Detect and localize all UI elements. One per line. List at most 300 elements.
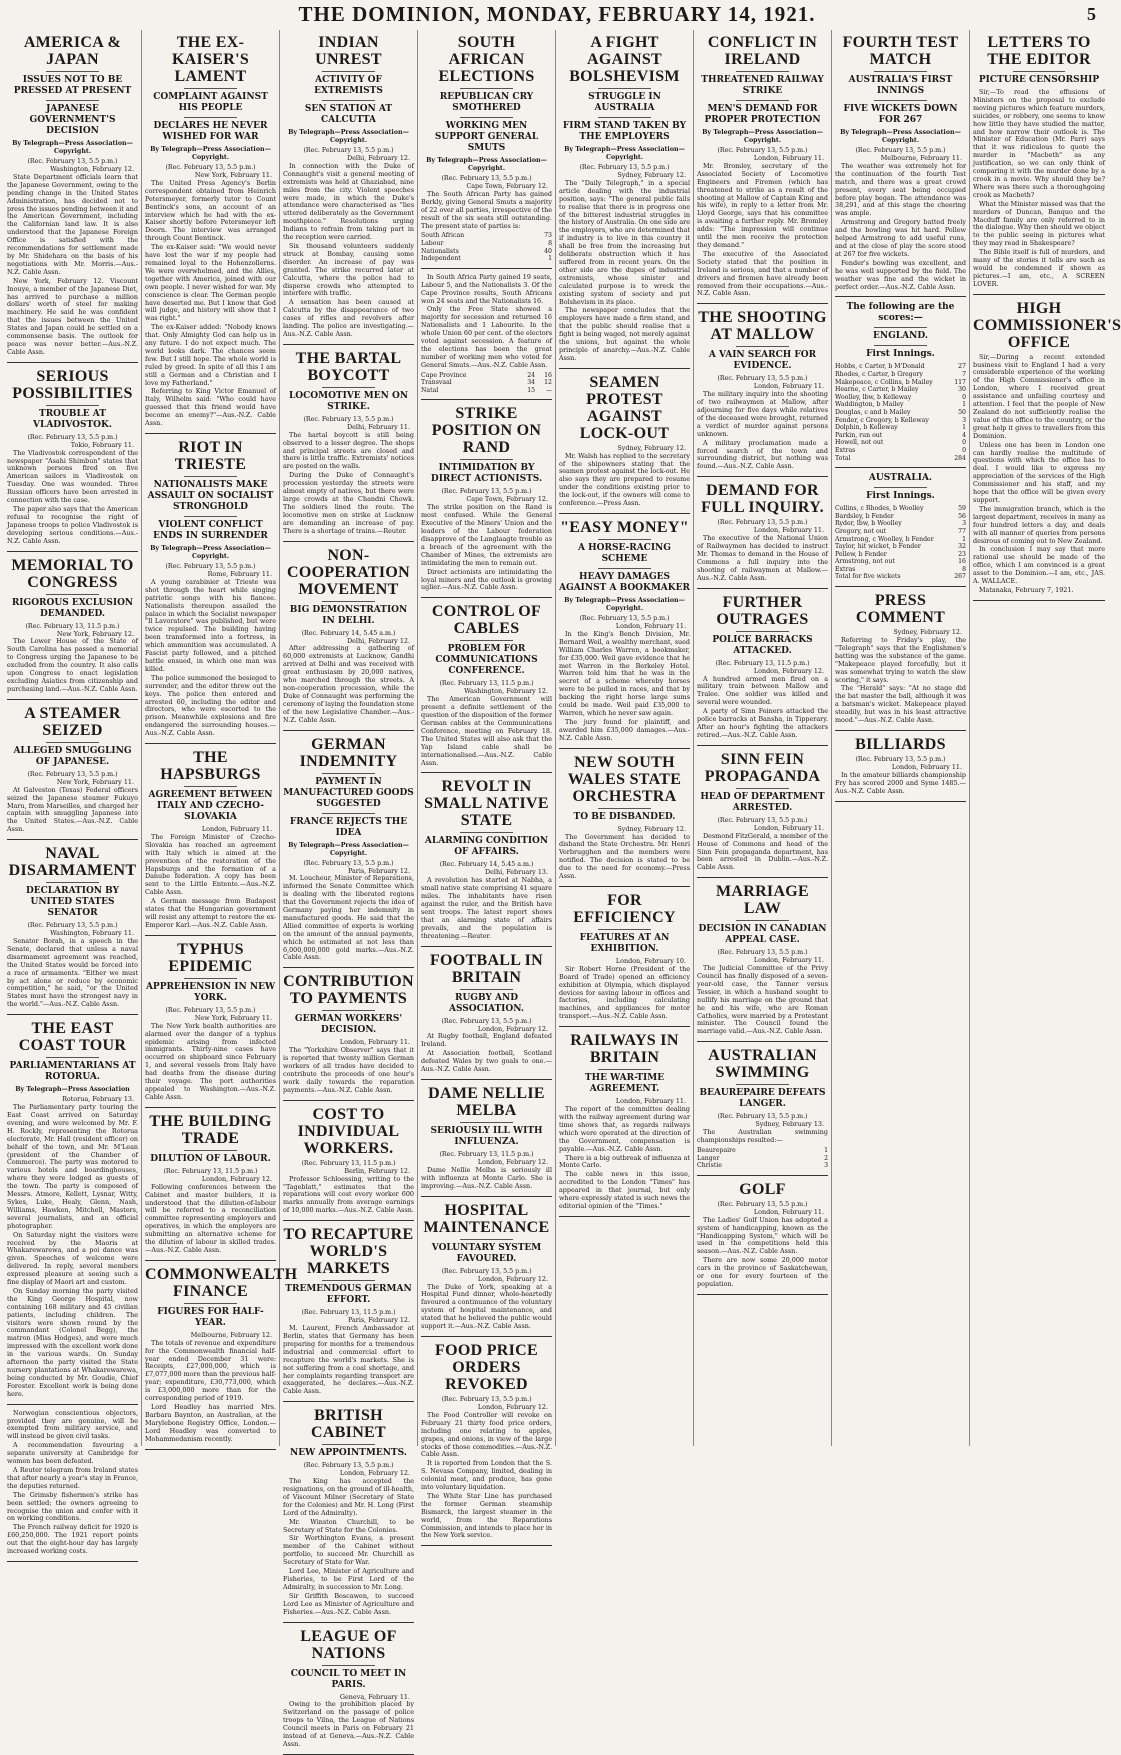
headline: REVOLT IN SMALL NATIVE STATE — [424, 778, 549, 830]
paragraph: Following conferences between the Cabinet and master builders, it is understood that the dilution-of-labour will be referred to a reconciliation committee representing employers and operatives, in which the employers are submitting an alternative scheme for the dilution of labour in skilled trades.—Aus.-N.Z. Cable Assn. — [145, 1182, 276, 1254]
article — [283, 547, 414, 731]
article — [559, 892, 690, 1027]
headline: RIOT IN TRIESTE — [174, 439, 247, 473]
paragraph: The United Press Agency's Berlin correspondent obtained from Heinrich Petersmeyer, formerly tutor to Count Bentinck's sons, an account of an interview which he had with the ex-Kaiser shortly before Petersmeyer left Doorn. The interview was arranged through Count Bentinck. — [145, 178, 276, 243]
dateline: Delhi, February 12. — [347, 154, 410, 162]
received-time: (Rec. February 13, 5.5 p.m.) — [27, 770, 118, 778]
article-separator — [145, 433, 276, 434]
headline: FOOTBALL IN BRITAIN — [429, 951, 544, 986]
article — [145, 1265, 298, 1450]
article — [421, 34, 552, 269]
divider — [874, 327, 926, 328]
table-cell: 3 — [962, 520, 966, 528]
score-table — [835, 363, 966, 462]
paragraph: New York, February 12. Viscount Inouye, a member of the Japanese Diet, has arrived to purchase a million dollars' worth of steel for making machinery. He said he was confident that the issues between the United States and Japan could be settled on a commonsense basis. The outlook for peace was never better.—Aus.-N.Z. Cable Assn. — [7, 276, 138, 356]
divider — [598, 117, 650, 118]
paragraph: Six thousand volunteers suddenly struck at Bombay, causing some disorder. An increase of pay was granted. The strike recurred later at Calcutta, where the police had to disperse crowds who attempted to interfere with traffic. — [283, 241, 414, 298]
article — [559, 519, 690, 749]
article-separator — [421, 772, 552, 773]
dateline: London, February 11. — [753, 1207, 824, 1216]
article-separator — [145, 1449, 276, 1450]
subheadline: First Innings. — [866, 349, 935, 360]
headline: DEMAND FOR FULL INQUIRY. — [701, 482, 824, 517]
article — [697, 751, 828, 878]
subheadline: FRANCE REJECTS THE IDEA — [289, 816, 408, 838]
dateline: London, February 11. — [201, 825, 272, 834]
dateline: Delhi, February 13. — [485, 868, 548, 877]
table-cell: Total for five wickets — [835, 573, 901, 581]
divider — [46, 594, 98, 595]
paragraph: Sir Griffith Boscawen, to succeed Lord Lee as Minister of Agriculture and Fisheries.—Aus.-N.Z. Cable Assn. — [283, 1591, 414, 1616]
paragraph: In the King's Bench Division, Mr. Bernard Weil, a wealthy merchant, sued William Charles Warren, a bookmaker, for £35,000. Weil gave evidence that he met Warren in the Berkeley Hotel. Warren told him that he was in the secret of a scheme whereby horses were to be pulled in races, and that by backing the right horse large sums could be made. Weil paid £35,000 to Warren, which he never saw again. — [559, 629, 690, 717]
article — [145, 439, 276, 744]
divider — [46, 742, 98, 743]
article-separator — [559, 1216, 690, 1217]
received-time: (Rec. February 13, 5.5 p.m.) — [441, 175, 532, 182]
paragraph: Desmond FitzGerald, a member of the House of Commons and head of the Sinn Fein propaganda department, has been arrested in Dublin.—Aus.-N.Z. Cable Assn. — [697, 831, 828, 872]
table-cell: Collins, c Rhodes, b Woolley — [835, 505, 924, 513]
headline: FOOD PRICE ORDERS REVOKED — [435, 1341, 538, 1393]
divider — [184, 117, 236, 118]
dateline: London, February 12. — [477, 1024, 548, 1033]
paragraph: Sir Robert Horne (President of the Board of Trade) opened an efficiency exhibition at Olympia, which displayed devices for saving labour in offices and factories, including calculating machines, and appliances for motor transport.—Aus.-N.Z. Cable Assn. — [559, 964, 690, 1021]
paragraph: Sir Worthington Evans, a present member of the Cabinet without portfolio, to succeed Mr. Churchill as Secretary of State for War. — [283, 1534, 414, 1567]
article-separator — [973, 294, 1105, 295]
table-cell: Bardsley, b Fender — [835, 512, 894, 520]
paragraph: Sir,—To read the effusions of Ministers on the proposal to exclude moving pictures which feature murders, suicides, or robbery, one seems to know how little they have studied the matter, and how narrow their outlook is. The Minister of Education (Mr. Parr) says that it was ridiculous to quote the murder in "Macbeth" as any justification, so we can only think of comparing it with the murder done by a crook in a movie. Why should they be? Where was there such a thoroughgoing crook as Macbeth? — [973, 88, 1105, 199]
dateline: New York, February 12. — [56, 629, 134, 638]
table-row — [421, 255, 552, 263]
paragraph: In the amateur billiards championship Fry has scored 2000 and Syme 1485.—Aus.-N.Z. Cable Assn. — [835, 770, 966, 795]
table-row — [697, 1162, 828, 1170]
table-cell: Fender, c Gregory, b Kelleway — [835, 416, 929, 424]
paragraph: The paper also says that the American refusal to recognise the right of Japanese troops to police Vladivostok is developing serious conditions.—Aus.-N.Z. Cable Assn. — [7, 505, 138, 545]
table-cell: Beaurepaire — [697, 1147, 736, 1154]
table-row — [835, 401, 966, 409]
article-separator — [697, 1175, 828, 1176]
dateline: London, February 12. — [339, 1469, 410, 1478]
score-table — [835, 505, 966, 581]
paragraph: The police summoned the besieged to surrender, and the editor threw out the keys. The police then entered and arrested 60, including the editor and directors, who were escorted to the prison. Meanwhile explosions and fire endangered the surrounding houses.—Aus.-N.Z. Cable Assn. — [145, 673, 276, 738]
divider — [322, 100, 374, 101]
headline: SINN FEIN PROPAGANDA — [704, 750, 821, 785]
paragraph: The ex-Kaiser said: "We would never have lost the war if my people had remained loyal to the Hohenzollerns. We were overwhelmed, and the Allies, together with America, joined with our own people. I never wished for war. My conscience is clear. The German people have deserted me. But I know that God will judge, and history will show that I was right." — [145, 243, 276, 323]
dateline: Paris, February 12. — [347, 1316, 410, 1325]
dateline: London, February 11. — [339, 1038, 410, 1047]
received-time: (Rec. February 13, 5.5 p.m.) — [441, 1395, 532, 1403]
table-cell: 1 — [962, 401, 966, 409]
paragraph: The military inquiry into the shooting of two railwaymen at Mallow, after adjourning for five days while relatives of the deceased were brought, returned a verdict of murder against persons unknown. — [697, 390, 828, 438]
paragraph: The "Daily Telegraph," in a special article dealing with the industrial position, says: "The general public fails to realise that there is in progress one of the bitterest industrial struggles in the history of Australia. On one side are the employers, who are determined that if industry is to live in this country it shall be free from the increasing but deliberate obstruction which it has suffered from in recent years. On the other side are the dupes of industrial extremists, whose sinister and calculated purpose is to wreck the existing system of society and put Bolshevism in its place. — [559, 178, 690, 306]
headline: BILLIARDS — [855, 735, 946, 753]
paragraph: The Grimsby fishermen's strike has been settled; the owners agreeing to recognise the union and confer with it on working conditions. — [7, 1490, 138, 1523]
byline: By Telegraph—Press Association — [15, 1086, 130, 1094]
paragraph: Direct actionists are intimidating the loyal miners and the outlook is growing uglier.—Aus.-N.Z. Cable Assn. — [421, 567, 552, 592]
dateline: New York, February 11. — [194, 1013, 272, 1022]
headline: CONFLICT IN IRELAND — [707, 34, 818, 68]
paragraph: A revolution has started at Nabha, a small native state comprising 41 square miles. The inhabitants have risen against the ruler, and the British have sent troops. The latest report shows that an alarming state of affairs prevails, and the population is threatening.—Reuter. — [421, 876, 552, 940]
byline: By Telegraph—Press Association—Copyright. — [12, 140, 133, 155]
headline: A FIGHT AGAINST BOLSHEVISM — [569, 34, 680, 85]
received-time: (Rec. February 13, 5.5 p.m.) — [441, 488, 532, 496]
table-row — [835, 513, 966, 521]
table-cell: 12 — [544, 379, 552, 387]
divider — [460, 1122, 512, 1123]
article-separator — [835, 296, 966, 297]
paragraph: After addressing a gathering of 60,000 extremists at Lucknow, Gandhi arrived at Delhi and was received with great enthusiasm by 20,000 natives, who marched through the streets. A non-cooperation procession, while the Duke of Connaught was performing the ceremony of laying the foundation stone of the new Legislative Chamber.—Aus.-N.Z. Cable Assn. — [283, 644, 414, 724]
dateline: Sydney, February 12. — [617, 171, 686, 179]
table-cell: — — [545, 386, 552, 394]
paragraph: A sensation has been caused at Calcutta by the disappearance of two cases of rifles and revolvers after landing. The police are investigating.—Aus.-N.Z. Cable Assn. — [283, 298, 414, 338]
dateline: Melbourne, February 11. — [880, 154, 962, 162]
article-separator — [421, 1545, 552, 1546]
paragraph: The "Yorkshire Observer" says that it is reported that twenty million German workers of all trades have decided to contribute the proceeds of one hour's work daily towards the reparation payments.—Aus.-N.Z. Cable Assn. — [283, 1046, 414, 1094]
dateline: London, February 12. — [477, 1402, 548, 1411]
table-cell: Labour — [421, 240, 444, 248]
table-cell: Howell, not out — [835, 439, 884, 447]
subheadline: A HORSE-RACING SCHEME — [578, 543, 671, 564]
table-cell: 23 — [958, 550, 966, 558]
paragraph: At Rugby football, England defeated Ireland. — [421, 1032, 552, 1049]
paragraph: The Duke of York, speaking at a Hospital Fund dinner, whole-heartedly favoured a continuance of the voluntary system of hospital maintenance, and stated that he believed the public would support it.—Aus.-N.Z. Cable Assn. — [421, 1282, 552, 1331]
subheadline: HEAVY DAMAGES AGAINST A BOOKMAKER — [559, 572, 690, 593]
article — [697, 594, 828, 746]
article — [145, 1113, 276, 1261]
dateline: London, February 11. — [891, 762, 962, 771]
table-cell: Dolphin, b Kelleway — [835, 424, 898, 432]
paragraph: The French railway deficit for 1920 is £60,250,000. The 1921 report points out that the eight-hour day has largely increased working costs. — [7, 1523, 138, 1556]
dateline: Sydney, February 12. — [893, 628, 962, 637]
received-time: (Rec. February 13, 5.5 p.m.) — [165, 164, 256, 171]
byline: By Telegraph—Press Association—Copyright. — [702, 129, 823, 144]
paragraph: The cable news in this issue, accredited to the London "Times" has appeared in that journal, but only where expressly stated is such news the editorial opinion of the "Times." — [559, 1170, 690, 1210]
divider — [874, 71, 926, 72]
subheadline: ENGLAND. — [873, 331, 928, 342]
article — [283, 1106, 414, 1221]
headline: THE BUILDING TRADE — [149, 1112, 272, 1147]
received-time: (Rec. February 13, 5.5 p.m.) — [855, 755, 946, 763]
subheadline: LOCOMOTIVE MEN ON STRIKE. — [288, 390, 409, 412]
article — [7, 557, 138, 700]
divider — [46, 405, 98, 406]
subheadline: DECISION IN CANADIAN APPEAL CASE. — [698, 924, 827, 946]
paragraph: The executive of the National Union of Railwaymen has decided to instruct Mr. Thomas to demand in the House of Commons a full inquiry into the shooting of railwaymen at Mallow.—Aus.-N.Z. Cable Assn. — [697, 534, 828, 582]
table-row — [835, 505, 966, 513]
byline: By Telegraph—Press Association—Copyright. — [426, 157, 547, 172]
paragraph: A young carabinier at Trieste was shot through the heart while singing patriotic songs with his fiancee. Nationalists thereupon assailed the palace in which the Socialist newspaper "Il Lavoratore" was published, but were twice repulsed. The building having been transformed into a fortress, in which ammunition was accumulated. A Fascist party followed, and a pitched battle ensued, in which one man was killed. — [145, 577, 276, 673]
divider — [46, 100, 98, 101]
divider — [598, 929, 650, 930]
page-number: 5 — [1087, 4, 1096, 24]
score-table — [421, 232, 552, 262]
received-time: (Rec. February 13, 5.5 p.m.) — [27, 158, 118, 165]
table-cell: 3 — [962, 416, 966, 424]
paragraph: In connection with the Duke of Connaught's visit a general meeting of extremists was held at Ghaziabad, nine miles from the city. Violent speeches were made, in which the Duke's attendance were characterised as "lies uttered deliberately as the Government mouthpiece." Resolutions urging Indians to refrain from taking part in the reception were carried. — [283, 161, 414, 242]
subheadline: VOLUNTARY SYSTEM FAVOURED. — [431, 1242, 542, 1264]
paragraph: Professor Schloessing, writing to the "Tageblatt," estimates that the reparations will cost every worker 600 marks annually from average earnings of 10,000 marks.—Aus.-N.Z. Cable Assn. — [283, 1174, 414, 1215]
divider — [184, 1150, 236, 1151]
paragraph: Norwegian conscientious objectors, provided they are genuine, will be exempted from military service, and will instead be given civil tasks. — [7, 1408, 138, 1441]
received-time: (Rec. February 13, 11.5 p.m.) — [439, 680, 534, 688]
paragraph: The strike position on the Rand is most confused. While the General Executive of the Miners' Union and the leaders of the Labour federation disapprove of the Langlaagte trouble as a breach of the agreement with the Chamber of Mines, the extremists are intimidating the men to remain out. — [421, 503, 552, 567]
table-cell: 59 — [958, 505, 966, 513]
dateline: Cape Town, February 12. — [466, 495, 548, 504]
newspaper-columns — [4, 30, 1121, 1748]
article — [697, 1181, 828, 1295]
subheadline: TREMENDOUS GERMAN EFFORT. — [285, 1284, 412, 1306]
divider — [874, 100, 926, 101]
column-5 — [556, 30, 694, 1446]
dateline: London, February 11. — [615, 1097, 686, 1106]
subheadline: HEAD OF DEPARTMENT ARRESTED. — [700, 791, 825, 813]
article — [283, 34, 414, 345]
article — [7, 34, 138, 363]
headline: AUSTRALIAN SWIMMING — [708, 1047, 817, 1082]
paragraph: Mr. Walsh has replied to the secretary of the shipowners stating that the seamen protest against the lock-out. He also says they are prepared to resume under the conditions existing prior to the lock-out, if the owners will come to conference.—Press Assn. — [559, 451, 690, 508]
received-time: (Rec. February 13, 5.5 p.m.) — [303, 147, 394, 154]
table-cell: Douglas, c and b Mailey — [835, 408, 911, 416]
dateline: Washington, February 12. — [50, 165, 134, 173]
article — [697, 883, 828, 1042]
divider — [736, 631, 788, 632]
headline: BRITISH CABINET — [310, 1407, 386, 1442]
table-cell: Cape Province — [421, 371, 467, 379]
divider — [46, 882, 98, 883]
divider — [1013, 71, 1066, 72]
paragraph: The New York health authorities are alarmed over the danger of a typhus epidemic arising from infected immigrants. Thirty-nine cases have occurred on shipboard since February 1, and several vessels from Italy have had deaths from the disease during their voyage. The port authorities appealed to Washington.—Aus.-N.Z. Cable Assn. — [145, 1021, 276, 1101]
article-separator — [697, 476, 828, 477]
paragraph: M. Loucheur, Minister of Reparations, informed the Senate Committee which is dealing with the liberated regions that the Government rejects the idea of Germany paying her indemnity in manufactured goods. He said that the Allied committee of experts is working on the amount of the annual payments, which he estimated at not less than 6,000,000,000 gold marks.—Aus.-N.Z. Cable Assn. — [283, 874, 414, 962]
received-time: (Rec. February 13, 5.5 p.m.) — [717, 816, 808, 824]
received-time: (Rec. February 13, 5.5 p.m.) — [27, 922, 118, 930]
table-cell: 56 — [958, 512, 966, 520]
subheadline: VIOLENT CONFLICT ENDS IN SURRENDER — [153, 520, 268, 541]
article — [283, 1407, 414, 1622]
table-cell: Hobbs, c Carter, b M'Donald — [835, 363, 925, 371]
article-separator — [421, 399, 552, 400]
dateline: Melbourne, February 12. — [190, 1330, 272, 1339]
paragraph: Unless one has been in London one can hardly realise the multitude of questions with which the office has to deal. I would like to express my appreciation of the services of the High Commissioner and his staff, and my hope that the office will be given every support. — [973, 440, 1105, 504]
table-row — [835, 386, 966, 394]
divider — [322, 1280, 374, 1281]
article-separator — [7, 839, 138, 840]
article — [697, 309, 828, 477]
table-row — [835, 528, 966, 536]
headline: COMMONWEALTH FINANCE — [145, 1265, 298, 1300]
paragraph: Referring to King Victor Emanuel of Italy, Wilhelm said: "Who could have guessed that this friend would have become an enemy?"—Aus.-N.Z. Cable Assn. — [145, 387, 276, 428]
dateline: London, February 11. — [753, 154, 824, 162]
article — [835, 34, 966, 297]
received-time: (Rec. February 13, 5.5 p.m.) — [717, 375, 808, 383]
table-row — [835, 424, 966, 432]
divider — [736, 788, 788, 789]
article — [421, 405, 552, 598]
divider — [460, 832, 512, 833]
received-time: (Rec. February 13, 5.5 p.m.) — [717, 1113, 808, 1121]
table-row — [697, 1155, 828, 1163]
received-time: (Rec. February 13, 11.5 p.m.) — [715, 659, 810, 667]
divider — [322, 1665, 374, 1666]
dateline: London, February 12. — [477, 1158, 548, 1166]
paragraph: The Food Controller will revoke on February 21 thirty food price orders, including one relating to apples, grapes, and onions, in view of the large stocks of those commodities.—Aus.-N.Z. Cable Assn. — [421, 1410, 552, 1459]
paragraph: M. Laurent, French Ambassador at Berlin, states that Germany has been preparing for months for a tremendous industrial and commercial effort to recapture the world's markets. She is not suffering from a coal shortage, and her complaints regarding transport are exaggerated, he declares.—Aus.-N.Z. Cable Assn. — [283, 1324, 414, 1396]
column-4 — [418, 30, 556, 1540]
article-separator — [7, 1561, 138, 1562]
headline: NON-COOPERATION MOVEMENT — [286, 546, 410, 598]
paragraph: Senator Borah, in a speech in the Senate, declared that unless a naval disarmament agreement was reached, the United States would be forced into a race of armaments. "Either we must by act alone or reduce by economic competition," he said, "or the United States must have the strongest navy in the world."—Aus.-N.Z. Cable Assn. — [7, 937, 138, 1009]
table-row — [835, 432, 966, 440]
divider — [322, 387, 374, 388]
headline: THE BARTAL BOYCOTT — [295, 349, 402, 384]
headline: THE EAST COAST TOUR — [18, 1020, 127, 1055]
table-row — [835, 520, 966, 528]
paragraph: In South Africa Party gained 19 seats, Labour 5, and the Nationalists 3. Of the Cape Province results, South Africans won 24 seats and the Nationalists 16. — [421, 272, 552, 305]
subheadline: SERIOUSLY ILL WITH INFLUENZA. — [430, 1126, 543, 1147]
headline: GOLF — [739, 1180, 786, 1198]
article-separator — [283, 541, 414, 542]
divider — [46, 1057, 98, 1058]
paragraph: Owing to the prohibition placed by Switzerland on the passage of police troops to Vilna, the League of Nations Council meets in Paris on February 21 instead of at Geneva.—Aus.-N.Z. Cable Assn. — [283, 1700, 414, 1748]
column-6 — [694, 30, 832, 1446]
article-separator — [145, 1260, 276, 1261]
dateline: London, February 12. — [477, 1274, 548, 1283]
subheadline: MEN'S DEMAND FOR PROPER PROTECTION — [704, 104, 821, 125]
table-cell: 32 — [958, 543, 966, 551]
article-separator — [283, 1100, 414, 1101]
paragraph: A party of Sinn Feiners attacked the police barracks at Bansha, in Tipperary. After an hour's fighting the attackers retired.—Aus.-N.Z. Cable Assn. — [697, 707, 828, 739]
article-separator — [421, 597, 552, 598]
paragraph: At Association football, Scotland defeated Wales by two goals to one.—Aus.-N.Z. Cable Assn. — [421, 1049, 552, 1074]
table-row — [835, 536, 966, 544]
received-time: (Rec. February 13, 5.5 p.m.) — [717, 949, 808, 957]
paragraph: State Department officials learn that the Japanese Government, owing to the pending change in the United States Administration, has decided not to press the issues pending between it and the American Government, including the Californian land law. It is also understood that the Japanese Foreign Office is satisfied with the recommendations for settlement made by Mr. Shidehara on the basis of his negotiations with Mr. Morris.—Aus.-N.Z. Cable Assn. — [7, 172, 138, 276]
dateline: London, February 11. — [753, 526, 824, 535]
article-separator — [421, 1336, 552, 1337]
received-time: (Rec. February 13, 11.5 p.m.) — [25, 622, 120, 630]
article-separator — [697, 1041, 828, 1042]
table-row — [421, 372, 552, 380]
article-separator — [145, 743, 276, 744]
paragraph: There is a big outbreak of influenza at Monte Carlo. — [559, 1153, 690, 1170]
masthead-title: THE DOMINION, MONDAY, FEBRUARY 14, 1921. — [298, 2, 816, 26]
dateline: Cape Town, February 12. — [466, 182, 548, 190]
table-cell: Gregory, not out — [835, 527, 887, 535]
paragraph: The totals of revenue and expenditure for the Commonwealth financial half-year ended December 31 were: Receipts, £27,000,000, which is £7,077,000 more than the previous half-year; expenditure, £30,773,000, which is £3,000,000 more than for the corresponding period of 1919. — [145, 1338, 276, 1403]
paragraph: Referring to Friday's play, the "Telegraph" says that the Englishmen's batting was the substance of the game. "Makepeace played forcefully, but it was somewhat trying to watch the slow scoring," it says. — [835, 635, 966, 684]
table-cell: Christie — [697, 1162, 722, 1170]
divider — [736, 920, 788, 921]
article — [7, 705, 138, 840]
byline: By Telegraph—Press Association—Copyright. — [288, 841, 409, 857]
article — [421, 1342, 552, 1546]
subheadline: NATIONALISTS MAKE ASSAULT ON SOCIALIST STRONGHOLD — [147, 480, 274, 512]
subheadline: TROUBLE AT VLADIVOSTOK. — [33, 408, 112, 430]
headline: RAILWAYS IN BRITAIN — [570, 1032, 679, 1067]
divider — [736, 71, 788, 72]
paragraph: The American Government will present a definite settlement of the question of the disposition of the former German cables at the Communications Conference, meeting on February 18. The United States will also ask that the Yap Island cable shall be internationalised.—Aus.-N.Z. Cable Assn. — [421, 695, 552, 767]
headline: FURTHER OUTRAGES — [716, 593, 809, 628]
paragraph: The weather was extremely hot for the continuation of the fourth Test match, and there was a great crowd present, every seat being occupied before play began. The attendance was 38,291, and at this stage the cheering was ample. — [835, 161, 966, 218]
table-cell: 1 — [548, 255, 552, 263]
paragraph: The hartal boycott is still being observed to a lesser degree. The shops and principal streets are closed and there is little traffic. Extremists' notices are posted on the walls. — [283, 430, 414, 471]
divider — [460, 117, 512, 118]
table-row — [835, 455, 966, 463]
table-row — [835, 558, 966, 566]
article-separator — [697, 588, 828, 589]
subheadline: REPUBLICAN CRY SMOTHERED — [439, 92, 534, 113]
paragraph: The jury found for plaintiff, and awarded him £35,000 damages.—Aus.-N.Z. Cable Assn. — [559, 717, 690, 742]
paragraph: In conclusion I may say that more rational use should be made of the office, which I am convinced is a great asset to the Dominion.—I am, etc., JAS. A. WALLACE. — [973, 545, 1105, 586]
headline: DAME NELLIE MELBA — [428, 1085, 545, 1119]
table-cell: Waddington, b Mailey — [835, 401, 904, 409]
article — [835, 302, 966, 468]
divider — [184, 476, 236, 477]
divider — [322, 813, 374, 814]
table-row — [835, 439, 966, 447]
table-cell: Hearne, c Carter, b Mailey — [835, 386, 919, 394]
subheadline: WORKING MEN SUPPORT GENERAL SMUTS — [434, 121, 539, 153]
table-cell: 0 — [962, 393, 966, 401]
paragraph: The White Star Line has purchased the former German steamship Bismarck, the largest steamer in the world, from the Reparations Commission, and intends to place her in the New York service. — [421, 1491, 552, 1540]
table-cell: 15 — [527, 386, 536, 394]
article-separator — [7, 1014, 138, 1015]
table-cell: 30 — [958, 386, 966, 394]
article-separator — [835, 730, 966, 731]
paragraph: A military proclamation made a forced search of the town and surrounding district, but nothing was found.—Aus.-N.Z. Cable Assn. — [697, 438, 828, 471]
table-row — [835, 447, 966, 455]
paragraph: Armstrong and Gregory batted freely and the bowling was hit hard. Pellew helped Armstrong to add useful runs, and at the close of play the score stood at 267 for five wickets. — [835, 218, 966, 258]
table-cell: 0 — [962, 446, 966, 454]
byline: By Telegraph—Press Association—Copyright. — [288, 129, 409, 144]
headline: TO RECAPTURE WORLD'S MARKETS — [283, 1226, 414, 1278]
divider — [598, 808, 650, 809]
table-cell: 27 — [958, 363, 966, 371]
table-cell: Armstrong, c Woolley, b Fender — [835, 535, 934, 543]
article-separator — [559, 368, 690, 369]
table-cell: 1 — [962, 424, 966, 432]
article-separator — [7, 362, 138, 363]
column-3 — [280, 30, 418, 1748]
article — [421, 1202, 552, 1337]
paragraph: A Reuter telegram from Ireland states that after nearly a year's stay in France, the deputies returned. — [7, 1465, 138, 1490]
paragraph: Mr. Winston Churchill, to be Secretary of State for the Colonies. — [283, 1517, 414, 1534]
article — [145, 34, 276, 434]
table-cell: 40 — [544, 247, 552, 255]
article-separator — [973, 600, 1105, 601]
divider — [322, 71, 374, 72]
column-1 — [4, 30, 142, 1556]
paragraph: There are now some 20,000 motor cars in the province of Saskatchewan, or one for every fourteen of the population. — [697, 1256, 828, 1288]
article-separator — [697, 745, 828, 746]
dateline: Sydney, February 12. — [617, 443, 686, 452]
table-cell: 7 — [962, 371, 966, 378]
table-row — [421, 248, 552, 256]
paragraph: The immigration branch, which is the largest department, receives in many as four hundred letters a day, and deals with all manner of queries from persons desirous of coming out to New Zealand. — [973, 504, 1105, 545]
divider — [598, 568, 650, 569]
article — [145, 941, 276, 1108]
table-cell: 1 — [824, 1147, 828, 1154]
headline: TYPHUS EPIDEMIC — [168, 940, 253, 975]
received-time: (Rec. February 13, 11.5 p.m.) — [439, 1151, 534, 1158]
table-cell: 16 — [544, 371, 552, 379]
article — [7, 1020, 138, 1404]
article-separator — [559, 886, 690, 887]
subheadline: AUSTRALIA. — [868, 473, 933, 484]
subheadline: DECLARATION BY UNITED STATES SENATOR — [25, 886, 120, 919]
headline: THE SHOOTING AT MALLOW — [698, 309, 827, 344]
divider — [736, 346, 788, 347]
dateline: Tokio, February 11. — [70, 440, 134, 449]
